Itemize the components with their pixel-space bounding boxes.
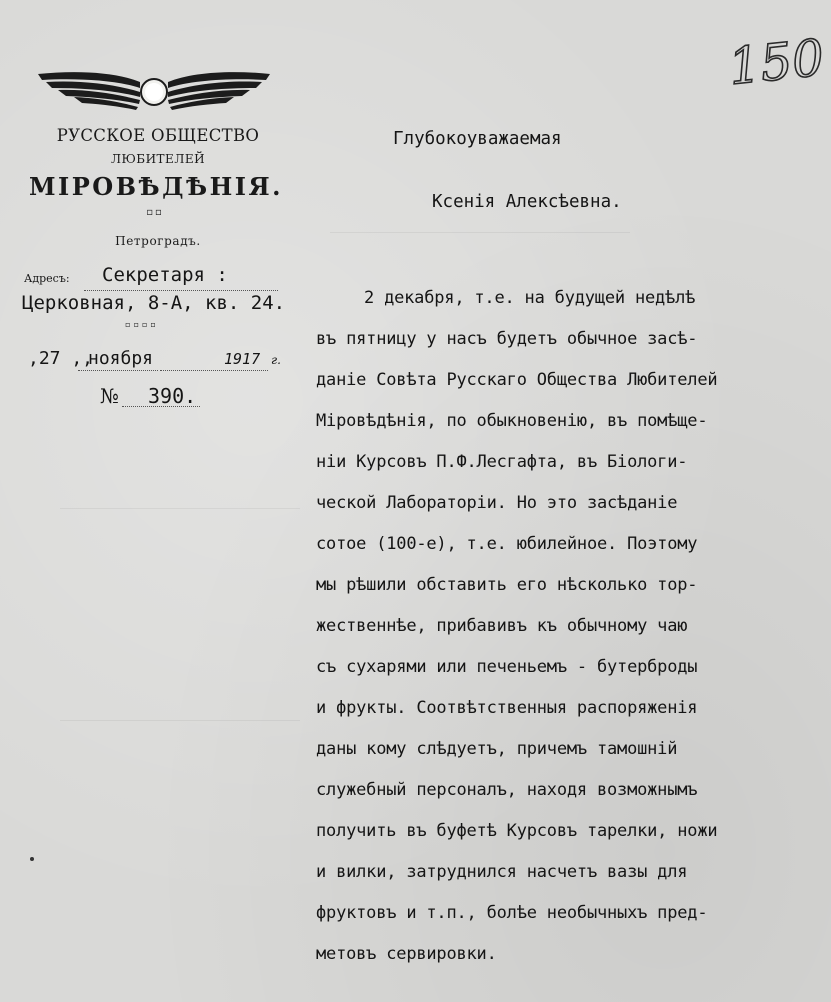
address-row [24, 264, 286, 292]
date-row [24, 348, 294, 376]
body-line: даніе Совѣта Русскаго Общества Любителей [316, 370, 718, 390]
body-line: и вилки, затруднился насчетъ вазы для [316, 862, 688, 882]
org-name-line1: РУССКОЕ ОБЩЕСТВО [56, 126, 260, 145]
date-suffix: г. [271, 353, 281, 367]
body-line: Міровѣдѣнія, по обыкновенію, въ помѣще- [316, 411, 708, 431]
winged-sun-emblem-icon [36, 66, 272, 114]
body-line: жественнѣе, прибавивъ къ обычному чаю [316, 616, 688, 636]
address-line1: Секретаря : [102, 264, 228, 286]
letterhead-city: Петроградъ. [115, 234, 201, 248]
body-line: и фрукты. Соотвѣтственныя распоряженія [316, 698, 698, 718]
date-day: ,27 ,, [28, 348, 94, 369]
document-number-row [100, 382, 210, 412]
show-through-texture [60, 508, 300, 521]
body-line: фруктовъ и т.п., болѣе необычныхъ пред- [316, 903, 708, 923]
body-line: съ сухарями или печеньемъ - бутерброды [316, 657, 698, 677]
body-line: служебный персоналъ, находя возможнымъ [316, 780, 698, 800]
body-line: ческой Лабораторіи. Но это засѣданіе [316, 493, 678, 513]
date-year: 1917 [224, 350, 261, 368]
body-line: сотое (100-е), т.е. юбилейное. Поэтому [316, 534, 698, 554]
body-line: мы рѣшили обставить его нѣсколько тор- [316, 575, 698, 595]
address-label: Адресъ: [24, 272, 70, 285]
show-through-texture [330, 232, 630, 245]
address-line2: Церковная, 8-А, кв. 24. [22, 292, 286, 314]
document-number: 390. [148, 384, 197, 408]
body-line: метовъ сервировки. [316, 944, 497, 964]
org-name-line2: ЛЮБИТЕЛЕЙ [110, 152, 206, 166]
body-line: получить въ буфетѣ Курсовъ тарелки, ножи [316, 821, 718, 841]
ink-dot [30, 857, 34, 861]
body-line: въ пятницу у насъ будетъ обычное засѣ- [316, 329, 698, 349]
svg-text:150: 150 [725, 28, 827, 97]
archive-number-handwritten [724, 22, 827, 97]
show-through-texture [60, 720, 300, 733]
date-month: ноября [88, 348, 154, 369]
number-sign: № [100, 384, 119, 408]
body-line: ніи Курсовъ П.Ф.Лесгафта, въ Біологи- [316, 452, 688, 472]
salutation-line1: Глубокоуважаемая [393, 129, 562, 149]
date-dotted-line [160, 370, 268, 371]
salutation-line2: Ксенія Алексѣевна. [432, 192, 622, 212]
body-line: даны кому слѣдуетъ, причемъ тамошній [316, 739, 678, 759]
date-dotted-line [78, 370, 158, 371]
letterhead-ornament: ▫▫ [146, 207, 164, 218]
org-name-line3: МІРОВѢДѢНІЯ. [28, 172, 284, 201]
body-line: 2 декабря, т.е. на будущей недѣлѣ [364, 288, 696, 308]
letterhead-ornament: ▫▫▫▫ [125, 320, 159, 329]
